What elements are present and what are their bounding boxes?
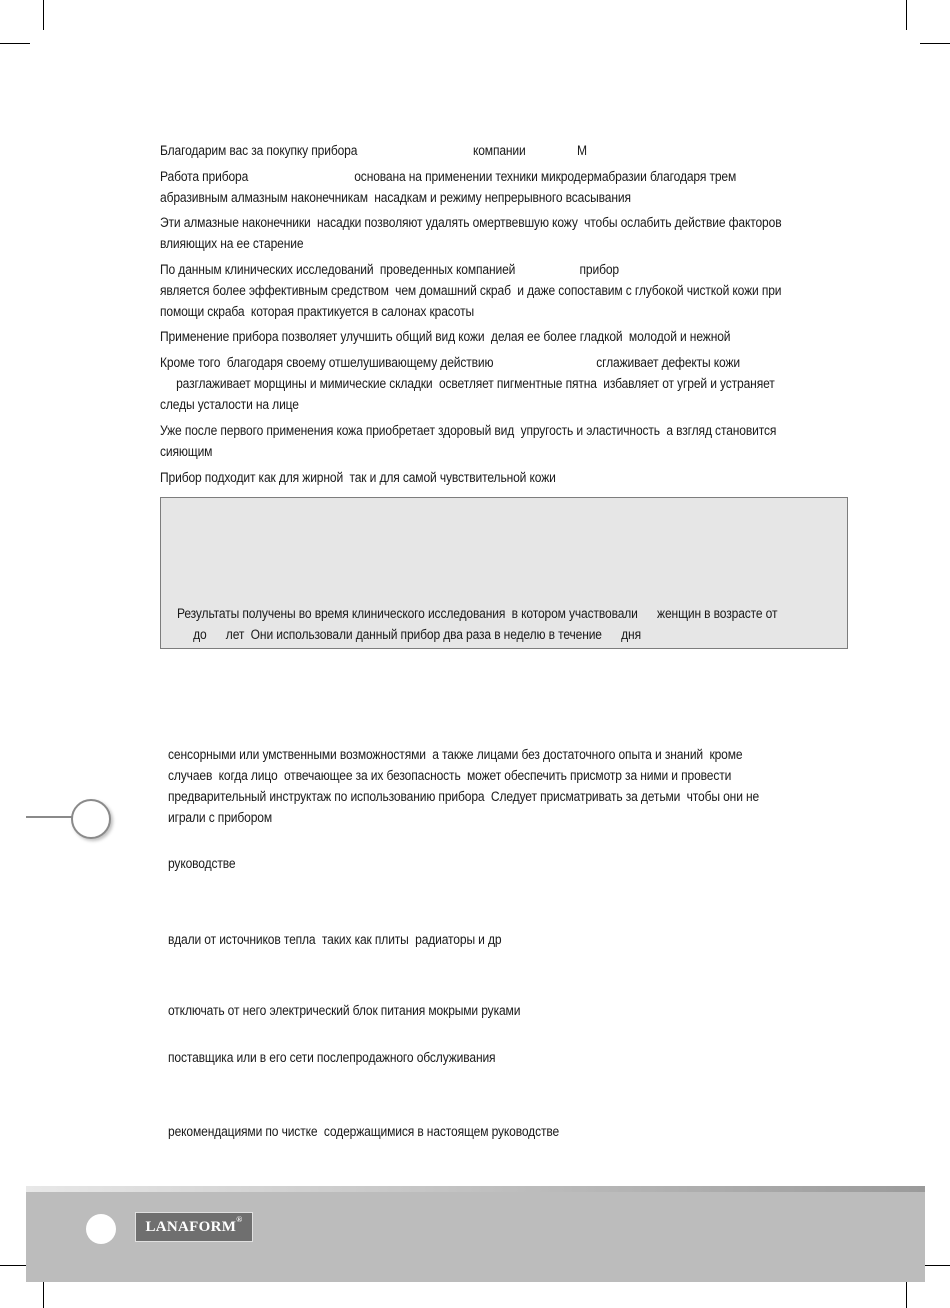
logo-text: LANAFORM (145, 1219, 237, 1235)
intro-paragraph-6-line-1: Кроме того благодаря своему отшелушивающему действию сглаживает дефекты кожи (160, 355, 741, 370)
intro-paragraph-6-line-2: разглаживает морщины и мимические складки осветляет пигментные пятна избавляет от угрей и устраняет (160, 376, 775, 391)
safety-item-5: поставщика или в его сети послепродажного обслуживания (168, 1050, 496, 1065)
intro-paragraph-3-line-1: Эти алмазные наконечники насадки позволяют удалять омертвевшую кожу чтобы ослабить действие факторов (160, 215, 782, 230)
intro-paragraph-7-line-1: Уже после первого применения кожа приобретает здоровый вид упругость и эластичность а взгляд становится (160, 423, 777, 438)
intro-paragraph-2-line-2: абразивным алмазным наконечникам насадкам и режиму непрерывного всасывания (160, 190, 631, 205)
intro-paragraph-5: Применение прибора позволяет улучшить общий вид кожи делая ее более гладкой молодой и нежной (160, 329, 731, 344)
crop-mark (43, 1278, 44, 1308)
intro-paragraph-8: Прибор подходит как для жирной так и для самой чувствительной кожи (160, 470, 556, 485)
side-marker-line (26, 816, 76, 818)
safety-item-1-line-2: случаев когда лицо отвечающее за их безопасность может обеспечить присмотр за ними и провести (168, 768, 732, 783)
safety-item-1-line-1: сенсорными или умственными возможностями а также лицами без достаточного опыта и знаний кроме (168, 747, 743, 762)
intro-paragraph-6-line-3: следы усталости на лице (160, 397, 299, 412)
registered-mark: ® (236, 1215, 243, 1224)
intro-paragraph-4-line-1: По данным клинических исследований проведенных компанией прибор (160, 262, 619, 277)
intro-paragraph-4-line-3: помощи скраба которая практикуется в салонах красоты (160, 304, 475, 319)
intro-paragraph-4-line-2: является более эффективным средством чем домашний скраб и даже сопоставим с глубокой чисткой кожи при (160, 283, 782, 298)
results-box-line-2: до лет Они использовали данный прибор два раза в неделю в течение дня (177, 627, 641, 642)
safety-item-6: рекомендациями по чистке содержащимися в настоящем руководстве (168, 1124, 560, 1139)
intro-paragraph-7-line-2: сияющим (160, 444, 213, 459)
crop-mark (906, 1278, 907, 1308)
results-box (160, 497, 848, 649)
intro-paragraph-1: Благодарим вас за покупку прибора компании М (160, 143, 587, 158)
crop-mark (43, 0, 44, 30)
crop-mark (0, 43, 30, 44)
lanaform-logo (135, 1212, 253, 1242)
results-box-line-1: Результаты получены во время клинического исследования в котором участвовали женщин в возрасте от (177, 606, 778, 621)
intro-paragraph-3-line-2: влияющих на ее старение (160, 236, 304, 251)
safety-item-4: отключать от него электрический блок питания мокрыми руками (168, 1003, 521, 1018)
safety-item-1-line-4: играли с прибором (168, 810, 272, 825)
crop-mark (920, 43, 950, 44)
safety-item-1-line-3: предварительный инструктаж по использованию прибора Следует присматривать за детьми чтобы они не (168, 789, 760, 804)
safety-item-3: вдали от источников тепла таких как плиты радиаторы и др (168, 932, 502, 947)
page-number-circle (86, 1214, 116, 1244)
safety-item-2: руководстве (168, 856, 236, 871)
footer-gradient-strip (26, 1186, 925, 1192)
side-marker-circle (71, 799, 111, 839)
intro-paragraph-2-line-1: Работа прибора основана на применении техники микродермабразии благодаря трем (160, 169, 737, 184)
crop-mark (906, 0, 907, 30)
